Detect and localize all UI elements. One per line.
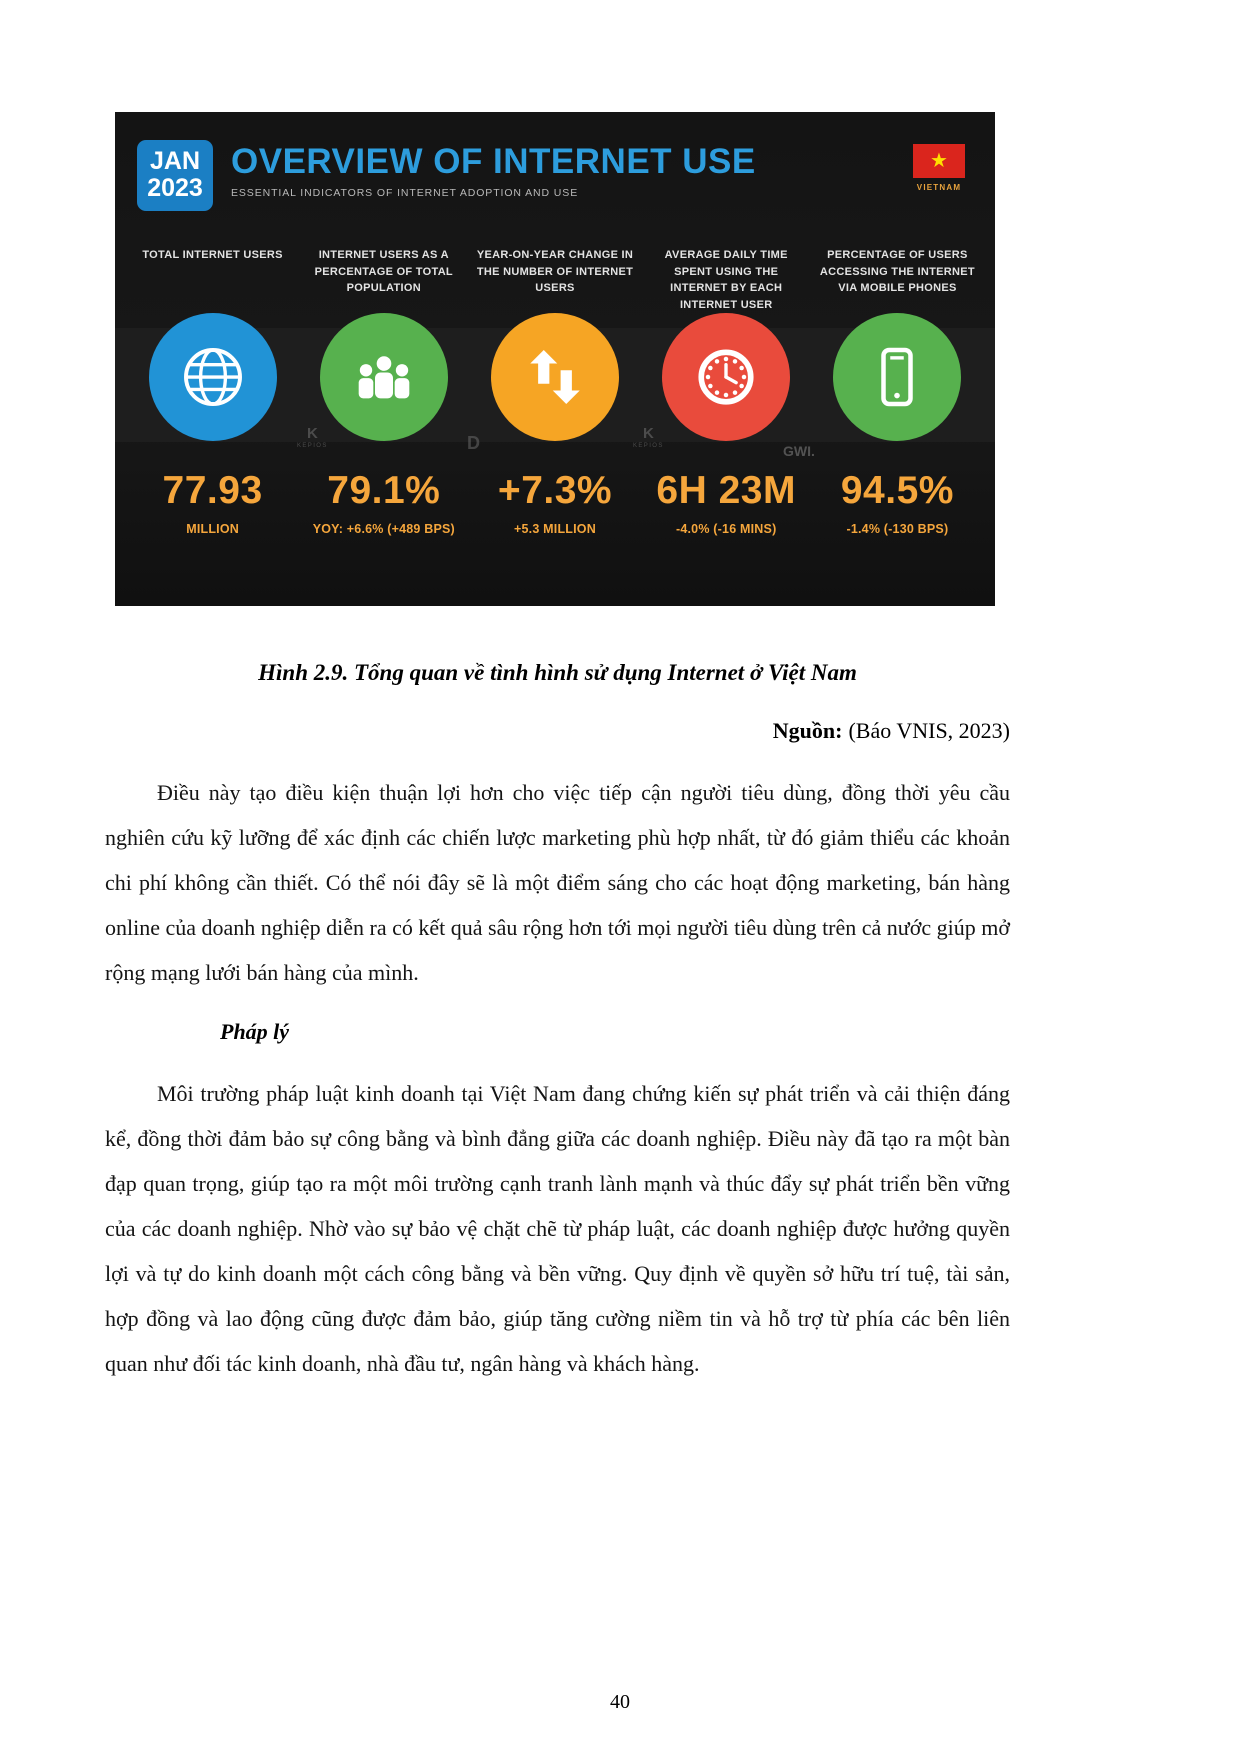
kepios-logo-icon (633, 426, 664, 449)
stat-yoy-change (469, 247, 640, 536)
up-down-arrows-icon (491, 313, 619, 441)
people-icon (320, 313, 448, 441)
country-label: VIETNAM (916, 183, 962, 192)
stat-value: 94.5% (840, 469, 954, 512)
globe-icon (149, 313, 277, 441)
stat-subvalue: YOY: +6.6% (+489 BPS) (312, 522, 455, 536)
mobile-phone-icon (833, 313, 961, 441)
badge-year: 2023 (147, 174, 203, 202)
internet-use-infographic (115, 112, 995, 606)
stat-value: 79.1% (327, 469, 441, 512)
stat-daily-time-spent (641, 247, 812, 536)
infographic-title: OVERVIEW OF INTERNET USE (231, 142, 756, 181)
stat-mobile-access (812, 247, 983, 536)
figure-caption: Hình 2.9. Tổng quan về tình hình sử dụng Internet ở Việt Nam (258, 660, 857, 685)
stat-label: PERCENTAGE OF USERS ACCESSING THE INTERNET VIA MOBILE PHONES (819, 249, 975, 294)
kepios-label: KEPIOS (633, 442, 664, 449)
page-number: 40 (610, 1691, 630, 1713)
clock-icon (662, 313, 790, 441)
stats-row (115, 247, 995, 536)
stat-users-percentage-population (298, 247, 469, 536)
figure-source (105, 718, 1010, 744)
datareportal-logo-icon: D (467, 433, 480, 453)
infographic-subtitle: ESSENTIAL INDICATORS OF INTERNET ADOPTION AND USE (231, 187, 579, 199)
vietnam-flag-icon (913, 144, 965, 178)
body-paragraph-1: Điều này tạo điều kiện thuận lợi hơn cho việc tiếp cận người tiêu dùng, đồng thời yêu cầu nghiên cứu kỹ lưỡng để xác định các chiến lược marketing phù hợp nhất, từ đó giảm thiểu các khoản chi phí không cần thiết. Có thể nói đây sẽ là một điểm sáng cho các hoạt động marketing, bán hàng online của doanh nghiệp diễn ra có kết quả sâu rộng hơn tới mọi người tiêu dùng trên cả nước giúp mở rộng mạng lưới bán hàng của mình. (105, 780, 1010, 985)
kepios-label: KEPIOS (297, 442, 328, 449)
flag-star-icon: ★ (930, 150, 948, 172)
page-content (105, 112, 1010, 1386)
stat-label: YEAR-ON-YEAR CHANGE IN THE NUMBER OF INTERNET USERS (476, 249, 634, 294)
source-label: Nguồn: (772, 718, 843, 743)
body-paragraph-2: Môi trường pháp luật kinh doanh tại Việt Nam đang chứng kiến sự phát triển và cải thiện đáng kể, đồng thời đảm bảo sự công bằng và bình đẳng giữa các doanh nghiệp. Điều này đã tạo ra một bàn đạp quan trọng, giúp tạo ra một môi trường cạnh tranh lành mạnh và thúc đẩy sự phát triển bền vững của các doanh nghiệp. Nhờ vào sự bảo vệ chặt chẽ từ pháp luật, các doanh nghiệp được hưởng quyền lợi và tự do kinh doanh một cách công bằng và bền vững. Quy định về quyền sở hữu trí tuệ, tài sản, hợp đồng và lao động cũng được đảm bảo, giúp tăng cường niềm tin và hỗ trợ từ phía các bên liên quan như đối tác kinh doanh, nhà đầu tư, ngân hàng và khách hàng. (105, 1081, 1010, 1376)
stat-value: 6H 23M (656, 469, 796, 512)
stat-subvalue: -1.4% (-130 BPS) (846, 522, 949, 536)
stat-value: 77.93 (162, 469, 263, 512)
stat-label: INTERNET USERS AS A PERCENTAGE OF TOTAL POPULATION (314, 249, 453, 294)
flag-block (913, 140, 965, 192)
kepios-k-glyph: K (642, 425, 654, 442)
gwi-logo: GWI. (783, 443, 815, 459)
stat-total-internet-users (127, 247, 298, 536)
stat-label: AVERAGE DAILY TIME SPENT USING THE INTERNET BY EACH INTERNET USER (664, 249, 788, 311)
stat-value: +7.3% (497, 469, 613, 512)
stat-label: TOTAL INTERNET USERS (142, 249, 283, 261)
section-heading-phap-ly: Pháp lý (220, 1019, 290, 1044)
kepios-k-glyph: K (306, 425, 318, 442)
date-badge (137, 140, 213, 211)
title-block (231, 140, 756, 199)
stat-subvalue: -4.0% (-16 MINS) (675, 522, 777, 536)
source-value: (Báo VNIS, 2023) (848, 718, 1010, 743)
stat-subvalue: MILLION (186, 522, 239, 536)
kepios-logo-icon (297, 426, 328, 449)
infographic-header (115, 112, 995, 211)
badge-month: JAN (149, 147, 200, 175)
stat-subvalue: +5.3 MILLION (514, 522, 596, 536)
